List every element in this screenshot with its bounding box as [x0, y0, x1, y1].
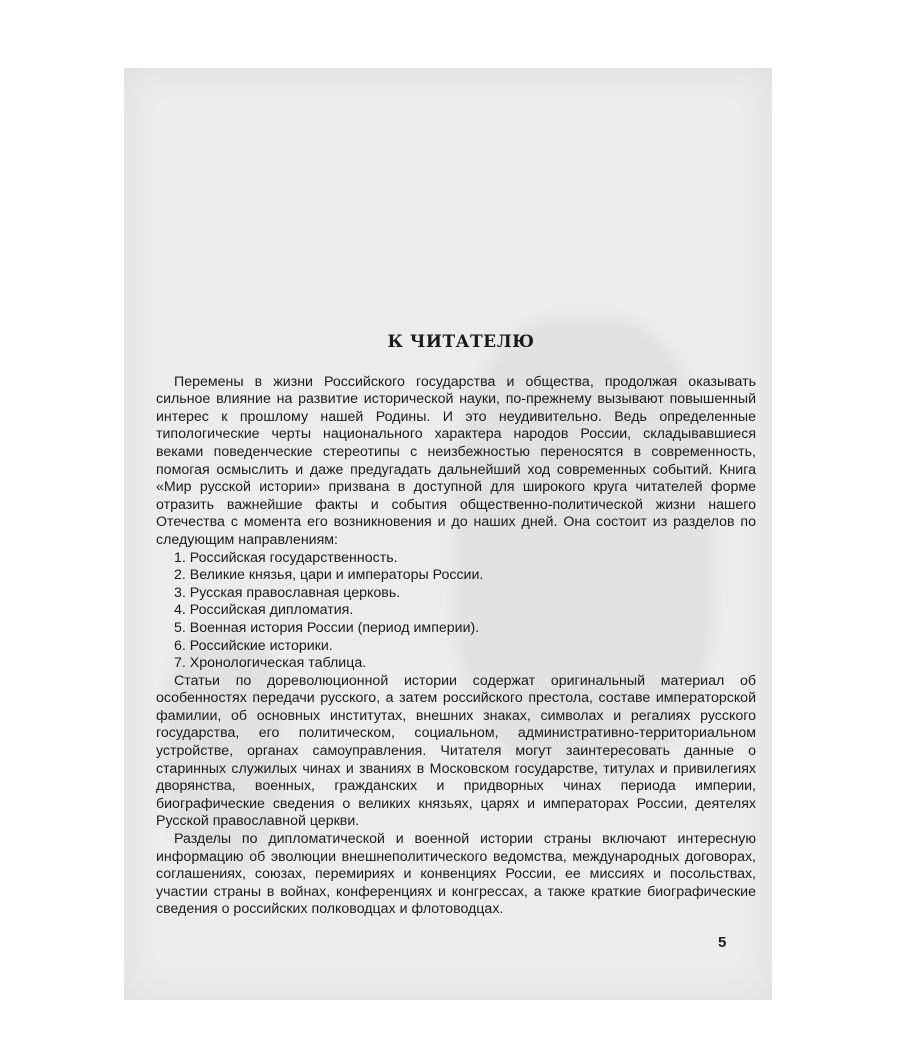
- sections-list: [156, 550, 756, 673]
- list-item: 5. Военная история России (период империи).: [174, 619, 480, 636]
- bleed-through-text: [154, 128, 744, 180]
- list-item: 2. Великие князья, цари и императоры России.: [174, 567, 484, 584]
- history-paragraph: Статьи по дореволюционной истории содержат оригинальный материал об особенностях передачи русского, а затем российского престола, составе императорской фамилии, об основных институтах, внешних знаках, символах и регалиях русского государства, его политическом, социальном, административно-территориальном устройстве, органах самоуправления. Читателя могут заинтересовать данные о старинных служилых чинах и званиях в Московском государстве, титулах и привилегиях дворянства, военных, гражданских и придворных чинах периода империи, биографические сведения о великих князьях, царях и императорах России, деятелях Русской православной церкви.: [156, 672, 756, 830]
- list-item: 1. Российская государственность.: [174, 549, 398, 566]
- list-item: 4. Российская дипломатия.: [174, 602, 354, 619]
- list-item: 7. Хронологическая таблица.: [174, 655, 367, 672]
- diplomacy-paragraph: Разделы по дипломатической и военной истории страны включают интересную информацию об эволюции внешнеполитического ведомства, международных договорах, соглашениях, союзах, перемириях и конвенциях России, ее миссиях и посольствах, участии страны в войнах, конференциях и конгрессах, а также краткие биографические сведения о российских полководцах и флотоводцах.: [156, 831, 756, 918]
- intro-paragraph: Перемены в жизни Российского государства и общества, продолжая оказывать сильное влияние на развитие исторической науки, по-прежнему вызывают повышенный интерес к прошлому нашей Родины. И это неудивительно. Ведь определенные типологические черты национального характера народов России, складывавшиеся веками поведенческие стереотипы с неизбежностью переносятся в современность, помогая осмыслить и даже предугадать дальнейший ход современных событий. Книга «Мир русской истории» призвана в доступной для широкого круга читателей форме отразить важнейшие факты и события общественно-политической жизни нашего Отечества с момента его возникновения и до наших дней. Она состоит из разделов по следующим направлениям:: [156, 373, 756, 548]
- list-item: 6. Российские историки.: [174, 637, 333, 654]
- page-number: 5: [718, 934, 727, 951]
- page-title: К ЧИТАТЕЛЮ: [387, 332, 535, 352]
- list-item: 3. Русская православная церковь.: [174, 584, 401, 601]
- document-body: [156, 334, 756, 919]
